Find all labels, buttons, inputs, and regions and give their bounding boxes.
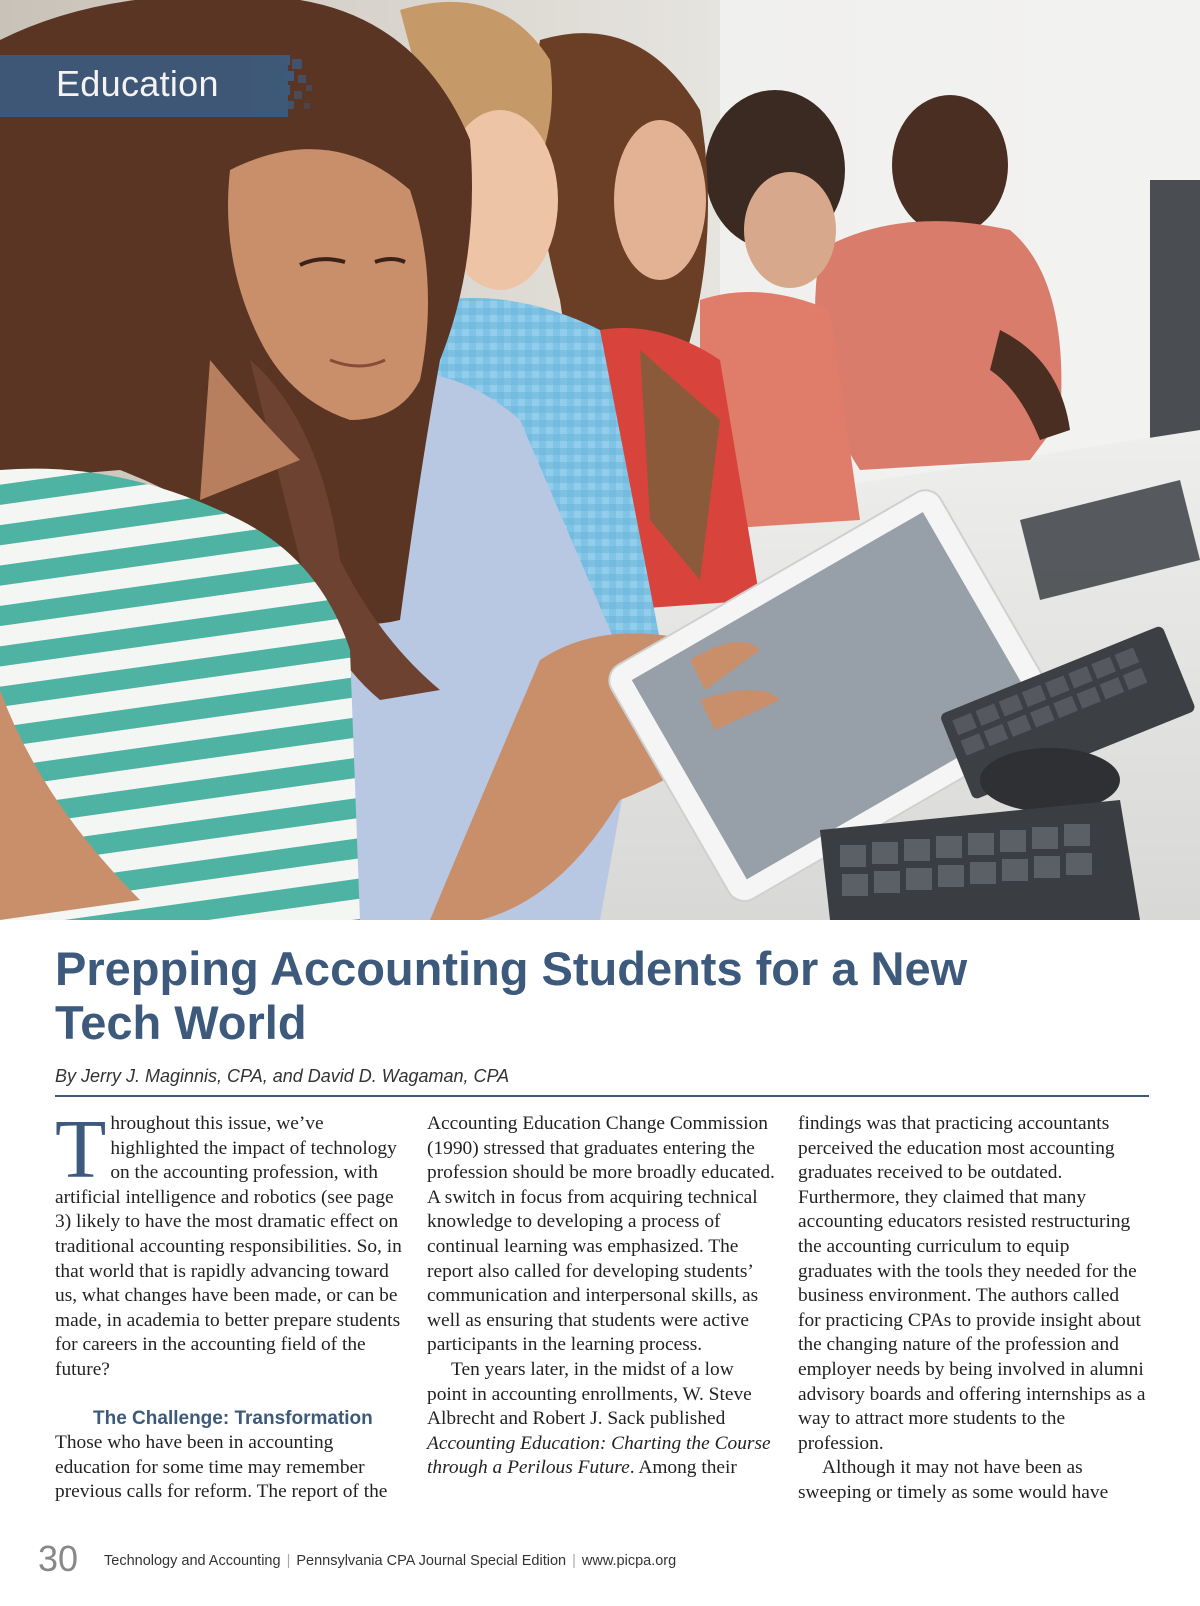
divider-rule [55, 1095, 1149, 1097]
paragraph-text: Ten years later, in the midst of a low point in accounting enrollments, W. Steve Albrecht and Robert J. Sack published [427, 1358, 752, 1430]
column-2 [427, 1112, 775, 1481]
column-3 [798, 1112, 1146, 1506]
footer [104, 1553, 676, 1569]
publication-name: Technology and Accounting [104, 1553, 281, 1569]
drop-cap: T [55, 1103, 107, 1196]
paragraph [427, 1358, 775, 1481]
footer-separator: | [572, 1553, 576, 1569]
website-link[interactable]: www.picpa.org [581, 1553, 677, 1569]
intro-paragraph [55, 1103, 403, 1383]
footer-separator: | [286, 1553, 291, 1569]
paragraph: findings was that practicing accountants perceived the education most accounting graduates received to be outdated. Furthermore, they claimed that many accounting educators resisted restructuring the accounting curriculum to equip graduates with the tools they needed for the business environment. The authors called for practicing CPAs to provide insight about the changing nature of the profession and employer needs by being involved in alumni advisory boards and offering internships as a way to attract more students to the profession. [798, 1113, 1146, 1454]
subheading: The Challenge: Transformation [93, 1407, 373, 1429]
paragraph-text: . Among their [629, 1457, 737, 1479]
column-1 [55, 1103, 403, 1505]
section-banner [0, 55, 288, 117]
journal-name: Pennsylvania CPA Journal Special Edition [296, 1553, 567, 1569]
paragraph: Although it may not have been as sweeping or timely as some would have [798, 1457, 1109, 1503]
paragraph: Those who have been in accounting education for some time may remember previous calls for reform. The report of the [55, 1432, 388, 1503]
article-headline: Prepping Accounting Students for a New Tech World [55, 942, 968, 1049]
byline: By Jerry J. Maginnis, CPA, and David D. Wagaman, CPA [55, 1066, 510, 1086]
book-title: Accounting Education: Charting the Course through a Perilous Future [427, 1432, 771, 1479]
section-label: Education [56, 63, 219, 104]
intro-text: hroughout this issue, we’ve highlighted the impact of technology on the accounting profession, with artificial intelligence and robotics (see page 3) likely to have the most dramatic effect on traditional accounting responsibilities. So, in that world that is rapidly advancing toward us, what changes have been made, or can be made, in academia to better prepare students for careers in the accounting field of the future? [55, 1113, 402, 1380]
page-number: 30 [38, 1538, 79, 1579]
paragraph: Accounting Education Change Commission (1990) stressed that graduates entering the profession should be more broadly educated. A switch in focus from acquiring technical knowledge to developing a process of continual learning was emphasized. The report also called for developing students’ communication and interpersonal skills, as well as ensuring that students were active participants in the learning process. [427, 1113, 775, 1356]
pixel-decoration-icon [280, 55, 320, 117]
